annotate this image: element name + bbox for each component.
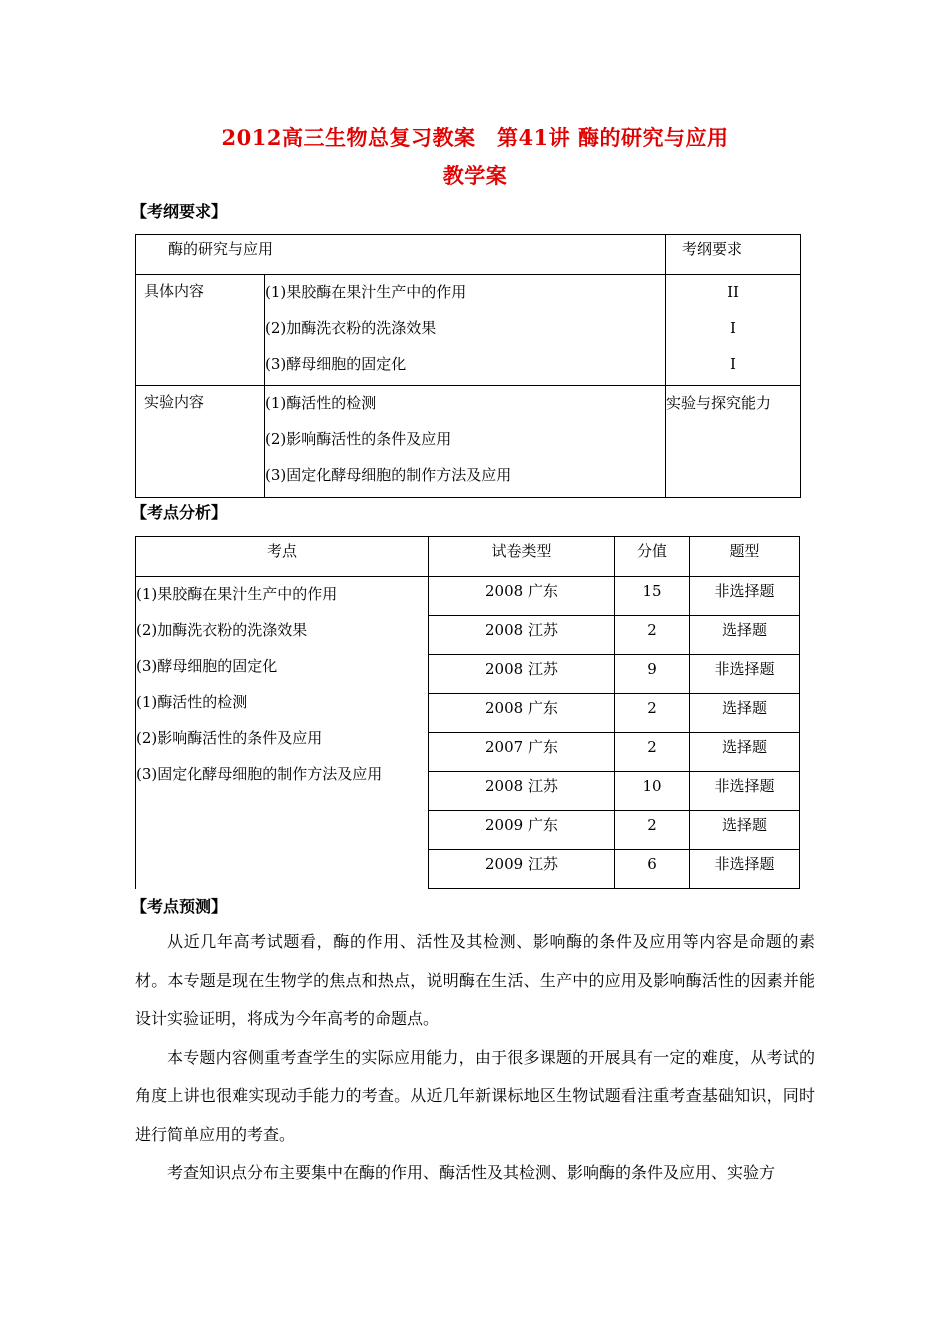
req-item: (3)固定化酵母细胞的制作方法及应用 — [265, 466, 512, 484]
analysis-type: 非选择题 — [690, 577, 800, 616]
req-item: (1)果胶酶在果汁生产中的作用 — [265, 283, 467, 301]
page-subtitle: 教学案 — [442, 163, 508, 188]
analysis-type: 非选择题 — [690, 655, 800, 694]
requirements-table — [135, 234, 801, 498]
req-group-levels — [666, 386, 801, 498]
req-group-items — [265, 386, 666, 498]
analysis-topic: (1)酶活性的检测 — [136, 693, 248, 711]
analysis-header: 分值 — [615, 537, 690, 577]
analysis-paper: 2008 江苏 — [429, 655, 615, 694]
analysis-paper: 2008 江苏 — [429, 616, 615, 655]
req-level: 实验与探究能力 — [666, 394, 772, 412]
section-heading-requirements: 【考纲要求】 — [131, 202, 228, 221]
analysis-topic: (1)果胶酶在果汁生产中的作用 — [136, 585, 338, 603]
analysis-topic: (2)影响酶活性的条件及应用 — [136, 729, 323, 747]
req-item: (1)酶活性的检测 — [265, 394, 377, 412]
analysis-score: 2 — [615, 733, 690, 772]
analysis-score: 6 — [615, 850, 690, 889]
analysis-paper: 2008 广东 — [429, 577, 615, 616]
analysis-type: 选择题 — [690, 811, 800, 850]
req-header-topic: 酶的研究与应用 — [136, 235, 666, 275]
req-group-levels — [666, 275, 801, 386]
analysis-score: 2 — [615, 616, 690, 655]
req-item: (2)加酶洗衣粉的洗涤效果 — [265, 319, 437, 337]
analysis-header: 题型 — [690, 537, 800, 577]
req-group-items — [265, 275, 666, 386]
analysis-topics — [136, 577, 429, 889]
analysis-header: 试卷类型 — [429, 537, 615, 577]
analysis-score: 9 — [615, 655, 690, 694]
analysis-type: 选择题 — [690, 733, 800, 772]
analysis-type: 选择题 — [690, 616, 800, 655]
analysis-score: 10 — [615, 772, 690, 811]
req-level: I — [730, 319, 736, 337]
analysis-header: 考点 — [136, 537, 429, 577]
analysis-topic: (3)酵母细胞的固定化 — [136, 657, 278, 675]
analysis-paper: 2007 广东 — [429, 733, 615, 772]
req-level: I — [730, 355, 736, 373]
section-heading-analysis: 【考点分析】 — [131, 503, 228, 522]
analysis-type: 选择题 — [690, 694, 800, 733]
paragraph: 本专题内容侧重考查学生的实际应用能力，由于很多课题的开展具有一定的难度，从考试的角度上讲也很难实现动手能力的考查。从近几年新课标地区生物试题看注重考查基础知识，同时进行简单应用的考查。 — [135, 1047, 815, 1144]
analysis-score: 15 — [615, 577, 690, 616]
section-heading-prediction: 【考点预测】 — [131, 897, 228, 916]
analysis-score: 2 — [615, 811, 690, 850]
analysis-type: 非选择题 — [690, 850, 800, 889]
prediction-text — [135, 923, 815, 1193]
req-group-label: 实验内容 — [136, 386, 265, 498]
req-item: (2)影响酶活性的条件及应用 — [265, 430, 452, 448]
paragraph: 考查知识点分布主要集中在酶的作用、酶活性及其检测、影响酶的条件及应用、实验方 — [167, 1163, 776, 1182]
page-title: 2012高三生物总复习教案 第41讲 酶的研究与应用 — [221, 125, 729, 150]
analysis-table — [135, 536, 800, 889]
req-item: (3)酵母细胞的固定化 — [265, 355, 407, 373]
analysis-paper: 2008 广东 — [429, 694, 615, 733]
analysis-type: 非选择题 — [690, 772, 800, 811]
analysis-score: 2 — [615, 694, 690, 733]
analysis-topic: (2)加酶洗衣粉的洗涤效果 — [136, 621, 308, 639]
req-level: II — [727, 283, 739, 301]
analysis-topic: (3)固定化酵母细胞的制作方法及应用 — [136, 765, 383, 783]
req-header-level: 考纲要求 — [666, 235, 801, 275]
analysis-paper: 2008 江苏 — [429, 772, 615, 811]
req-group-label: 具体内容 — [136, 275, 265, 386]
analysis-paper: 2009 江苏 — [429, 850, 615, 889]
analysis-paper: 2009 广东 — [429, 811, 615, 850]
paragraph: 从近几年高考试题看，酶的作用、活性及其检测、影响酶的条件及应用等内容是命题的素材。本专题是现在生物学的焦点和热点，说明酶在生活、生产中的应用及影响酶活性的因素并能设计实验证明，将成为今年高考的命题点。 — [135, 932, 815, 1028]
